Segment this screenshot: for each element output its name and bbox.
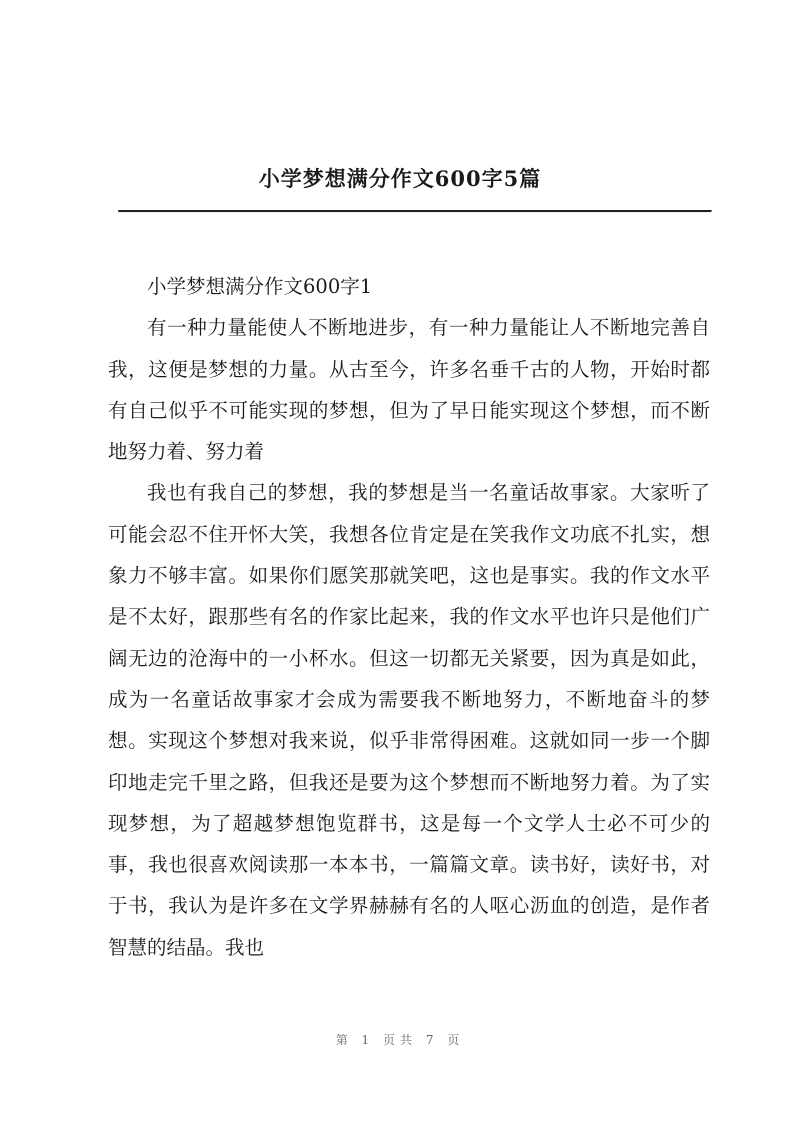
document-title: 小学梦想满分作文600字5篇	[258, 166, 542, 191]
page-number-footer: 第 1 页共 7 页	[335, 1033, 465, 1047]
paragraph: 有一种力量能使人不断地进步，有一种力量能让人不断地完善自我，这便是梦想的力量。从古至今，许多名垂千古的人物，开始时都有自己似乎不可能实现的梦想，但为了早日能实现这个梦想，而不断地努力着、努力着	[108, 316, 710, 464]
title-divider	[118, 210, 712, 213]
document-body	[108, 266, 710, 968]
section-heading: 小学梦想满分作文600字1	[147, 275, 373, 298]
paragraph: 我也有我自己的梦想，我的梦想是当一名童话故事家。大家听了可能会忍不住开怀大笑，我想各位肯定是在笑我作文功底不扎实，想象力不够丰富。如果你们愿笑那就笑吧，这也是事实。我的作文水平是不太好，跟那些有名的作家比起来，我的作文水平也许只是他们广阔无边的沧海中的一小杯水。但这一切都无关紧要，因为真是如此，成为一名童话故事家才会成为需要我不断地努力，不断地奋斗的梦想。实现这个梦想对我来说，似乎非常得困难。这就如同一步一个脚印地走完千里之路，但我还是要为这个梦想而不断地努力着。为了实现梦想，为了超越梦想饱览群书，这是每一个文学人士必不可少的事，我也很喜欢阅读那一本本书，一篇篇文章。读书好，读好书，对于书，我认为是许多在文学界赫赫有名的人呕心沥血的创造，是作者智慧的结晶。我也	[108, 481, 710, 959]
